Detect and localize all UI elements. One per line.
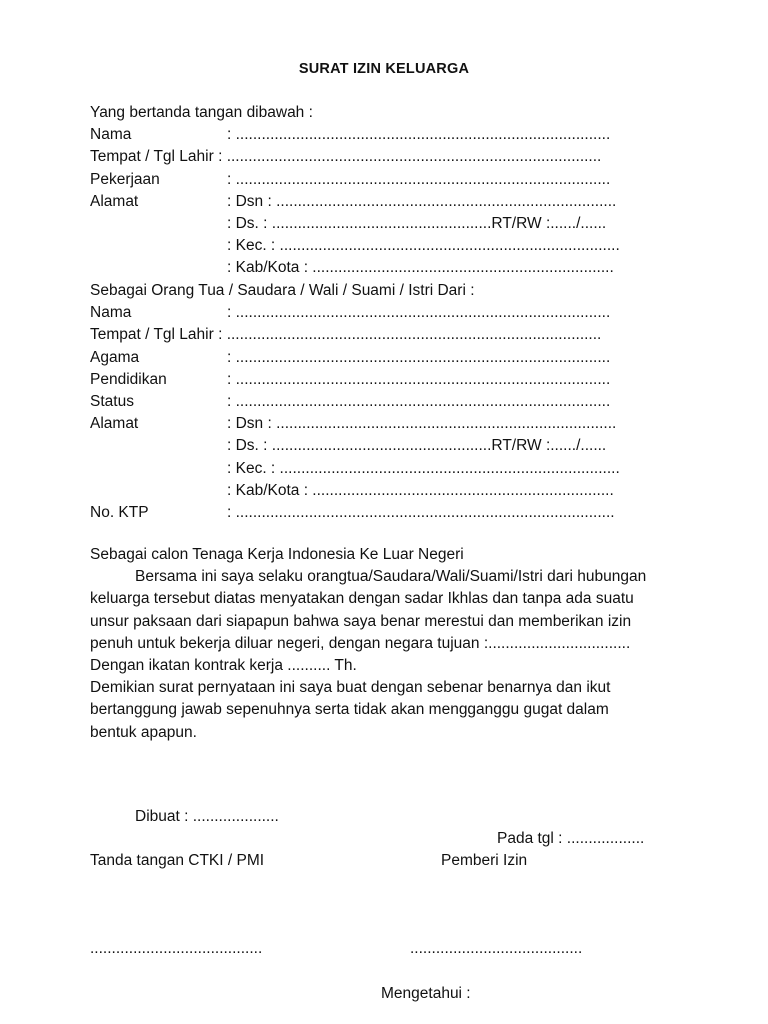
guardian-section bbox=[90, 280, 650, 524]
field-label: Nama bbox=[90, 304, 132, 322]
field-value: : ....................................................................................... bbox=[227, 392, 611, 410]
field-label: Alamat bbox=[90, 415, 139, 433]
signature-label-right: Pemberi Izin bbox=[441, 852, 528, 869]
statement-body bbox=[90, 544, 680, 744]
body-line: bentuk apapun. bbox=[90, 723, 197, 741]
body-line: bertanggung jawab sepenuhnya serta tidak akan mengganggu gugat dalam bbox=[90, 701, 609, 719]
form-row bbox=[90, 324, 650, 346]
applicant-section bbox=[90, 102, 650, 280]
form-row bbox=[90, 413, 650, 435]
field-value: : Ds. : ...................................................RT/RW :....../...... bbox=[227, 214, 607, 232]
field-value: : Dsn : ............................................................................... bbox=[227, 415, 617, 433]
field-label: Tempat / Tgl Lahir : ....................................................................................... bbox=[90, 148, 602, 166]
field-value: : ....................................................................................... bbox=[227, 348, 611, 366]
section-intro: Yang bertanda tangan dibawah : bbox=[90, 104, 313, 121]
body-line: penuh untuk bekerja diluar negeri, dengan negara tujuan :................................. bbox=[90, 634, 631, 652]
body-line: Sebagai calon Tenaga Kerja Indonesia Ke Luar Negeri bbox=[90, 546, 464, 563]
body-line: keluarga tersebut diatas menyatakan dengan sadar Ikhlas dan tanpa ada suatu bbox=[90, 590, 634, 608]
form-row bbox=[90, 347, 650, 369]
signature-label-left: Tanda tangan CTKI / PMI bbox=[90, 852, 265, 869]
form-row bbox=[90, 391, 650, 413]
field-value: : ........................................................................................ bbox=[227, 503, 615, 521]
signature-line-right: ........................................ bbox=[410, 940, 583, 957]
form-row bbox=[90, 257, 650, 279]
field-value: : ....................................................................................... bbox=[227, 370, 611, 388]
field-value: : ....................................................................................... bbox=[227, 304, 611, 322]
body-line: Dengan ikatan kontrak kerja .......... Th. bbox=[90, 656, 357, 674]
field-label: Nama bbox=[90, 126, 132, 144]
form-row bbox=[90, 191, 650, 213]
form-row bbox=[90, 435, 650, 457]
field-value: : Kec. : ............................................................................... bbox=[227, 237, 620, 255]
date-field: Pada tgl : .................. bbox=[497, 830, 645, 847]
form-row bbox=[90, 124, 650, 146]
page-title: SURAT IZIN KELUARGA bbox=[298, 61, 470, 77]
dibuat-field: Dibuat : .................... bbox=[135, 808, 279, 825]
form-row bbox=[90, 458, 650, 480]
signature-line-left: ........................................ bbox=[90, 940, 263, 957]
field-label: Tempat / Tgl Lahir : ....................................................................................... bbox=[90, 326, 602, 344]
form-row bbox=[90, 369, 650, 391]
field-label: Alamat bbox=[90, 192, 139, 210]
form-row bbox=[90, 302, 650, 324]
field-label: No. KTP bbox=[90, 503, 149, 521]
form-row bbox=[90, 213, 650, 235]
form-row bbox=[90, 169, 650, 191]
field-label: Agama bbox=[90, 348, 140, 366]
field-value: : Kec. : ............................................................................... bbox=[227, 459, 620, 477]
body-line: Bersama ini saya selaku orangtua/Saudara/Wali/Suami/Istri dari hubungan bbox=[135, 568, 647, 586]
form-row bbox=[90, 480, 650, 502]
field-label: Status bbox=[90, 392, 134, 410]
form-row bbox=[90, 235, 650, 257]
field-value: : Dsn : ............................................................................... bbox=[227, 192, 617, 210]
section-intro: Sebagai Orang Tua / Saudara / Wali / Suami / Istri Dari : bbox=[90, 282, 475, 299]
body-line: unsur paksaan dari siapapun bahwa saya benar merestui dan memberikan izin bbox=[90, 612, 632, 630]
field-value: : ....................................................................................... bbox=[227, 126, 611, 144]
field-value: : Ds. : ...................................................RT/RW :....../...... bbox=[227, 437, 607, 455]
form-row bbox=[90, 502, 650, 524]
field-value: : Kab/Kota : ...................................................................... bbox=[227, 481, 614, 499]
field-value: : Kab/Kota : ...................................................................... bbox=[227, 259, 614, 277]
form-row bbox=[90, 146, 650, 168]
field-value: : ....................................................................................... bbox=[227, 170, 611, 188]
body-line: Demikian surat pernyataan ini saya buat dengan sebenar benarnya dan ikut bbox=[90, 679, 611, 697]
field-label: Pekerjaan bbox=[90, 170, 160, 188]
mengetahui-label: Mengetahui : bbox=[381, 985, 471, 1002]
field-label: Pendidikan bbox=[90, 370, 167, 388]
